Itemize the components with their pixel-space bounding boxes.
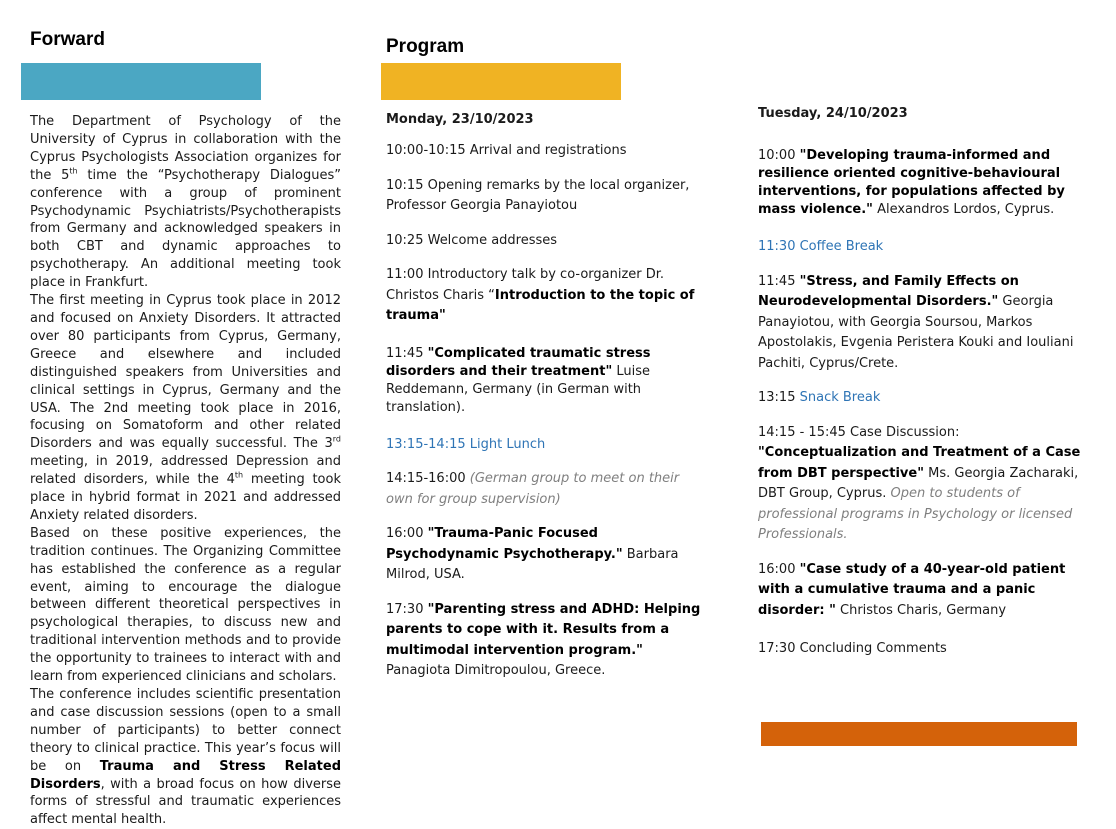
bottom-color-bar	[761, 722, 1077, 746]
program-heading: Program	[386, 36, 465, 57]
forward-paragraph-4: The conference includes scientific presentation and case discussion sessions (open to a small number of participants) to better connect theory to clinical practice. This year’s focus will be on Trauma and Stress Related Disorders, with a broad focus on how diverse forms of stressful and traumatic experiences affect mental health.	[30, 687, 341, 828]
forward-paragraph-3: Based on these positive experiences, the tradition continues. The Organizing Committee has established the conference as a regular event, aiming to encourage the dialogue between different theoretical perspectives in psychological therapies, to discuss new and traditional intervention methods and to provide the opportunity to trainees to interact with and learn from experienced clinicians and scholars.	[30, 525, 341, 685]
forward-heading: Forward	[30, 29, 105, 50]
tuesday-event-panayiotou: 11:45 "Stress, and Family Effects on Neurodevelopmental Disorders." Georgia Panayiotou, with Georgia Soursou, Markos Apostolakis, Evgenia Peristera Kouki and Iouliani Pachiti, Cyprus/Crete.	[758, 273, 1074, 371]
forward-paragraph-2: The first meeting in Cyprus took place in 2012 and focused on Anxiety Disorders. It attracted over 80 participants from Cyprus, Germany, Greece and elsewhere and included distinguished speakers from Universities and clinical settings in Cyprus, Germany and the USA. The 2nd meeting took place in 2016, focusing on Somatoform and other related Disorders and was equally successful. The 3rd meeting, in 2019, addressed Depression and related disorders, while the 4th meeting took place in hybrid format in 2021 and addressed Anxiety related disorders.	[30, 293, 341, 523]
forward-text	[30, 113, 341, 829]
monday-event-opening: 10:15 Opening remarks by the local organizer, Professor Georgia Panayiotou	[386, 177, 690, 213]
monday-event-dimitropoulou: 17:30 "Parenting stress and ADHD: Helping parents to cope with it. Results from a multimodal intervention program." Panagiota Dimitropoulou, Greece.	[386, 601, 701, 678]
monday-event-lunch: 13:15-14:15 Light Lunch	[386, 436, 546, 452]
tuesday-event-charis: 16:00 "Case study of a 40-year-old patient with a cumulative trauma and a panic disorder: " Christos Charis, Germany	[758, 561, 1066, 618]
program-color-bar	[381, 63, 621, 100]
tuesday-event-lordos: 10:00 "Developing trauma-informed and resilience oriented cognitive-behavioural interventions, for populations affected by mass violence." Alexandros Lordos, Cyprus.	[758, 148, 1065, 217]
tuesday-event-concluding: 17:30 Concluding Comments	[758, 641, 947, 656]
tuesday-schedule	[758, 105, 1088, 674]
monday-event-reddemann: 11:45 "Complicated traumatic stress disorders and their treatment" Luise Reddemann, Germany (in German with translation).	[386, 345, 651, 415]
monday-event-arrival: 10:00-10:15 Arrival and registrations	[386, 143, 627, 158]
monday-event-german-group: 14:15-16:00 (German group to meet on their own for group supervision)	[386, 471, 680, 507]
tuesday-event-coffee: 11:30 Coffee Break	[758, 239, 884, 254]
tuesday-event-snack: 13:15 Snack Break	[758, 390, 881, 405]
tuesday-event-case-discussion: 14:15 - 15:45 Case Discussion: "Conceptualization and Treatment of a Case from DBT perspective" Ms. Georgia Zacharaki, DBT Group, Cyprus. Open to students of professional programs in Psychology or licensed Professionals.	[758, 424, 1081, 542]
monday-schedule	[386, 111, 706, 696]
monday-event-intro-talk: 11:00 Introductory talk by co-organizer Dr. Christos Charis “Introduction to the topic of trauma"	[386, 267, 695, 323]
forward-color-bar	[21, 63, 261, 100]
monday-event-milrod: 16:00 "Trauma-Panic Focused Psychodynamic Psychotherapy." Barbara Milrod, USA.	[386, 526, 679, 582]
tuesday-date: Tuesday, 24/10/2023	[758, 106, 908, 121]
monday-event-welcome: 10:25 Welcome addresses	[386, 232, 558, 248]
forward-paragraph-1: The Department of Psychology of the University of Cyprus in collaboration with the Cyprus Psychologists Association organizes for the 5th time the “Psychotherapy Dialogues” conference with a group of prominent Psychodynamic Psychiatrists/Psychotherapists from Germany and acknowledged speakers in both CBT and dynamic approaches to psychotherapy. An additional meeting took place in Frankfurt.	[30, 114, 341, 291]
monday-date: Monday, 23/10/2023	[386, 112, 534, 127]
